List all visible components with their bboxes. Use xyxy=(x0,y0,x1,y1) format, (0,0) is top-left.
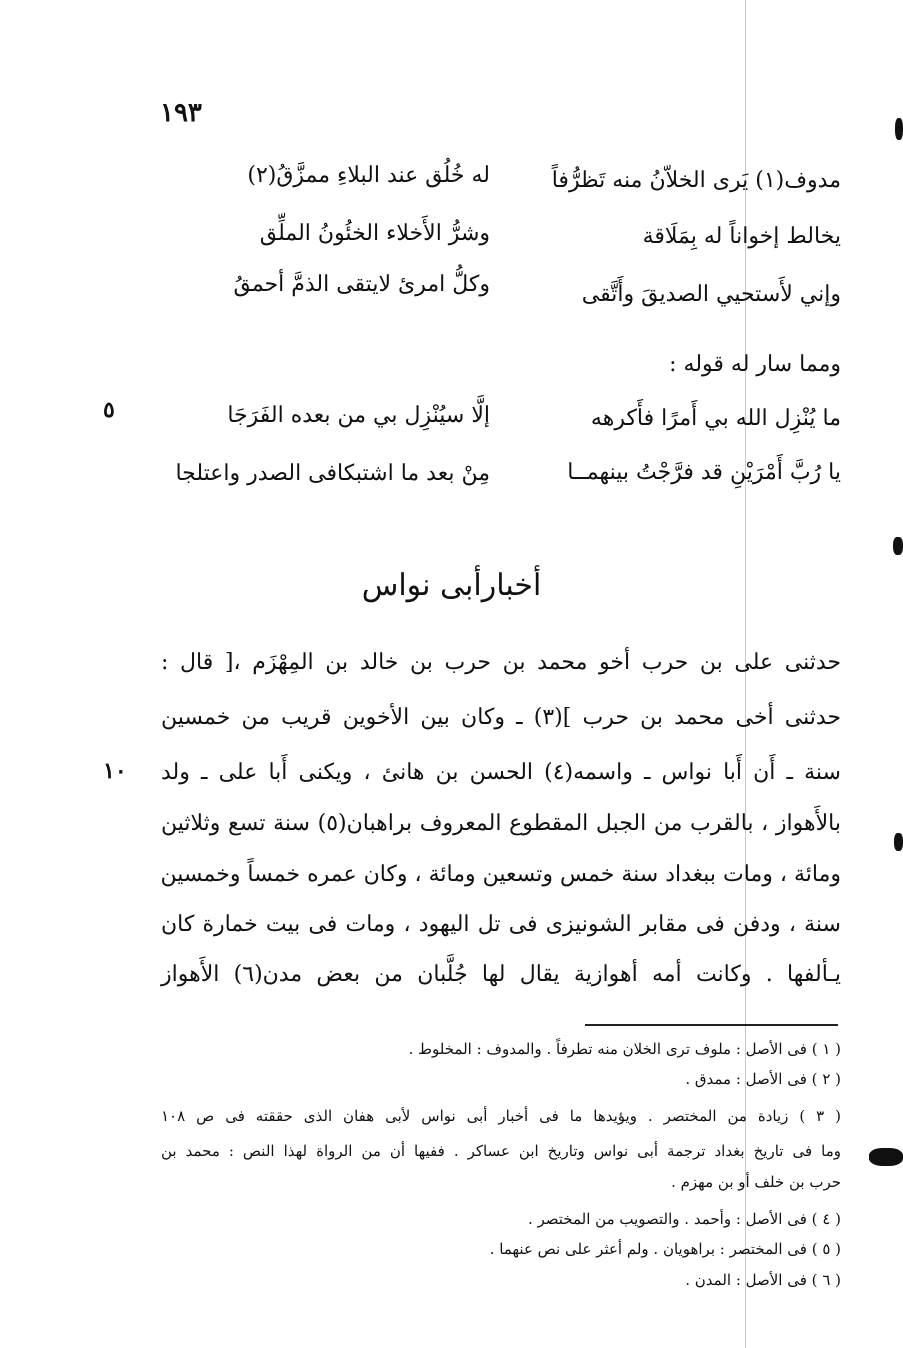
scan-blot xyxy=(893,537,903,555)
prose-line: سنة ، ودفن فى مقابر الشونيزى فى تل اليهود ، ومات فى بيت خمارة كان xyxy=(161,912,841,937)
verse-hemistich-right: مدوف(١) يَرى الخلاّنُ منه تَظرُّفاً xyxy=(551,168,841,193)
prose-line: يـألفها . وكانت أمه أهوازية يقال لها جُلَّبان من بعض مدن(٦) الأَهواز xyxy=(161,962,841,987)
prose-line: سنة ـ أَن أَبا نواس ـ واسمه(٤) الحسن بن هانئ ، ويكنى أَبا على ـ ولد xyxy=(161,760,841,785)
footnote: ( ٤ ) فى الأصل : وأحمد . والتصويب من المختصر . xyxy=(527,1210,841,1228)
intro-line: ومما سار له قوله : xyxy=(669,352,841,377)
verse-hemistich-left: إلَّا سيُنْزِل بي من بعده الفَرَجَا xyxy=(227,403,490,428)
line-number: ٥ xyxy=(103,397,115,423)
prose-line: حدثنى على بن حرب أخو محمد بن حرب بن خالد بن المِهْزَم ،[ قال : xyxy=(161,650,841,675)
section-title: أخبارأبى نواس xyxy=(361,568,542,603)
verse-hemistich-right: وإني لأَستحيي الصديقَ وأَتَّقى xyxy=(581,282,841,307)
footnote: وما فى تاريخ بغداد ترجمة أبى نواس وتاريخ ابن عساكر . ففيها أن من الرواة لهذا النص : محمد بن xyxy=(161,1142,841,1160)
verse-hemistich-left: له خُلُق عند البلاءِ ممزَّقُ(٢) xyxy=(247,163,490,188)
footnote: ( ٣ ) زيادة من المختصر . ويؤيدها ما فى أخبار أبى نواس لأبى هفان الذى حققته فى ص ١٠٨ xyxy=(161,1107,841,1125)
verse-hemistich-left: مِنْ بعد ما اشتبكافى الصدر واعتلجا xyxy=(175,461,490,486)
prose-line: ومائة ، ومات ببغداد سنة خمس وتسعين ومائة ، وكان عمره خمساً وخمسين xyxy=(160,862,841,887)
footnote: ( ٢ ) فى الأصل : ممدق . xyxy=(685,1070,841,1088)
line-number: ١٠ xyxy=(103,758,127,784)
scan-blot xyxy=(869,1148,903,1166)
page-number: ١٩٣ xyxy=(160,98,202,128)
footnote: ( ٥ ) فى المختصر : براهويان . ولم أعثر على نص عنهما . xyxy=(489,1240,841,1258)
prose-line: بالأَهواز ، بالقرب من الجبل المقطوع المعروف براهبان(٥) سنة تسع وثلاثين xyxy=(161,811,841,836)
verse-hemistich-right: يخالط إخواناً له بِمَلَاقة xyxy=(642,224,841,249)
prose-line: حدثنى أخى محمد بن حرب ](٣) ـ وكان بين الأخوين قريب من خمسين xyxy=(161,705,841,730)
scan-blot xyxy=(895,118,903,140)
scan-blot xyxy=(894,833,903,851)
verse-hemistich-left: وكلُّ امرئ لايتقى الذمَّ أحمقُ xyxy=(233,272,490,297)
footnote-separator xyxy=(585,1024,838,1026)
footnote: حرب بن خلف أو بن مهزم . xyxy=(671,1173,841,1191)
verse-hemistich-right: ما يُنْزِل الله بي أَمرًا فأَكرهه xyxy=(590,406,841,431)
footnote: ( ٦ ) فى الأصل : المدن . xyxy=(685,1271,841,1289)
footnote: ( ١ ) فى الأصل : ملوف ترى الخلان منه تطرفاً . والمدوف : المخلوط . xyxy=(408,1040,841,1058)
verse-hemistich-right: يا رُبَّ أَمْرَيْنِ قد فرَّجْتُ بينهمــا xyxy=(567,460,841,485)
verse-hemistich-left: وشرُّ الأَخلاء الخئُونُ الملِّق xyxy=(259,221,490,246)
